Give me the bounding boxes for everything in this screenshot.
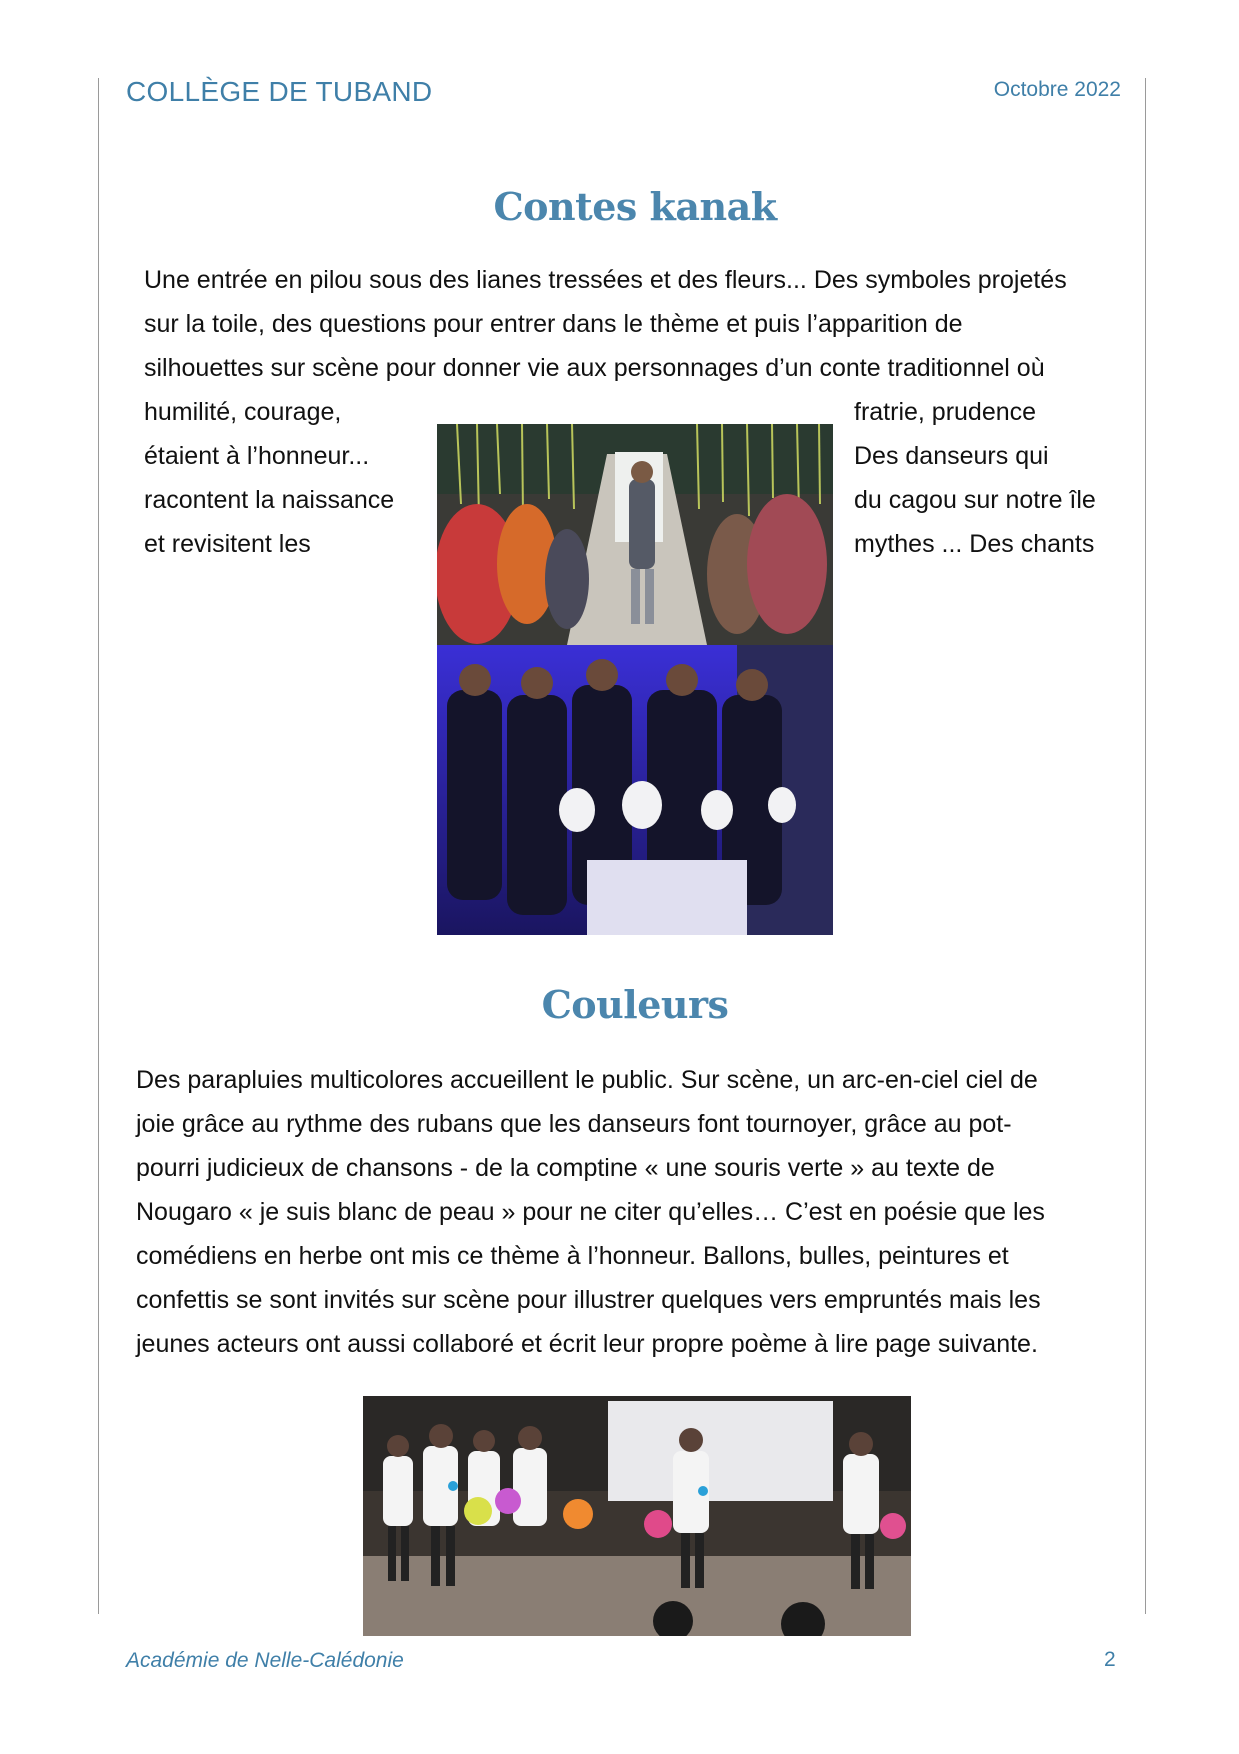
section-title-contes: Contes kanak xyxy=(493,184,777,229)
paragraph-line-left: humilité, courage, xyxy=(144,398,342,426)
paragraph-line: joie grâce au rythme des rubans que les danseurs font tournoyer, grâce au pot- xyxy=(136,1110,1012,1138)
paragraph-line: confettis se sont invités sur scène pour illustrer quelques vers empruntés mais les xyxy=(136,1286,1041,1314)
paragraph-line: Une entrée en pilou sous des lianes tressées et des fleurs... Des symboles projetés xyxy=(144,266,1067,294)
section-title-couleurs: Couleurs xyxy=(541,982,729,1027)
footer-academy: Académie de Nelle-Calédonie xyxy=(126,1649,404,1672)
photo-pilou-entrance xyxy=(437,424,833,645)
photo-puppets-stage xyxy=(437,645,833,935)
paragraph-line: Nougaro « je suis blanc de peau » pour ne citer qu’elles… C’est en poésie que les xyxy=(136,1198,1045,1226)
paragraph-line-right: fratrie, prudence xyxy=(854,398,1037,426)
issue-date: Octobre 2022 xyxy=(993,78,1121,101)
paragraph-line: pourri judicieux de chansons - de la comptine « une souris verte » au texte de xyxy=(136,1154,995,1182)
right-margin-rule xyxy=(1145,78,1146,1614)
page-number: 2 xyxy=(1104,1648,1116,1671)
school-name: COLLÈGE DE TUBAND xyxy=(126,76,433,107)
paragraph-line: sur la toile, des questions pour entrer dans le thème et puis l’apparition de xyxy=(144,310,963,338)
paragraph-line-right: Des danseurs qui xyxy=(854,442,1049,470)
paragraph-line: comédiens en herbe ont mis ce thème à l’honneur. Ballons, bulles, peintures et xyxy=(136,1242,1009,1270)
paragraph-line: silhouettes sur scène pour donner vie aux personnages d’un conte traditionnel où xyxy=(144,354,1045,382)
paragraph-line: jeunes acteurs ont aussi collaboré et écrit leur propre poème à lire page suivante. xyxy=(136,1330,1038,1358)
paragraph-line-right: mythes ... Des chants xyxy=(854,530,1095,558)
photo-colour-performance xyxy=(363,1396,911,1636)
paragraph-line-left: racontent la naissance xyxy=(144,486,395,514)
paragraph-line-left: étaient à l’honneur... xyxy=(144,442,370,470)
paragraph-line: Des parapluies multicolores accueillent le public. Sur scène, un arc-en-ciel ciel de xyxy=(136,1066,1038,1094)
paragraph-line-right: du cagou sur notre île xyxy=(854,486,1096,514)
paragraph-line-left: et revisitent les xyxy=(144,530,311,558)
left-margin-rule xyxy=(98,78,99,1614)
